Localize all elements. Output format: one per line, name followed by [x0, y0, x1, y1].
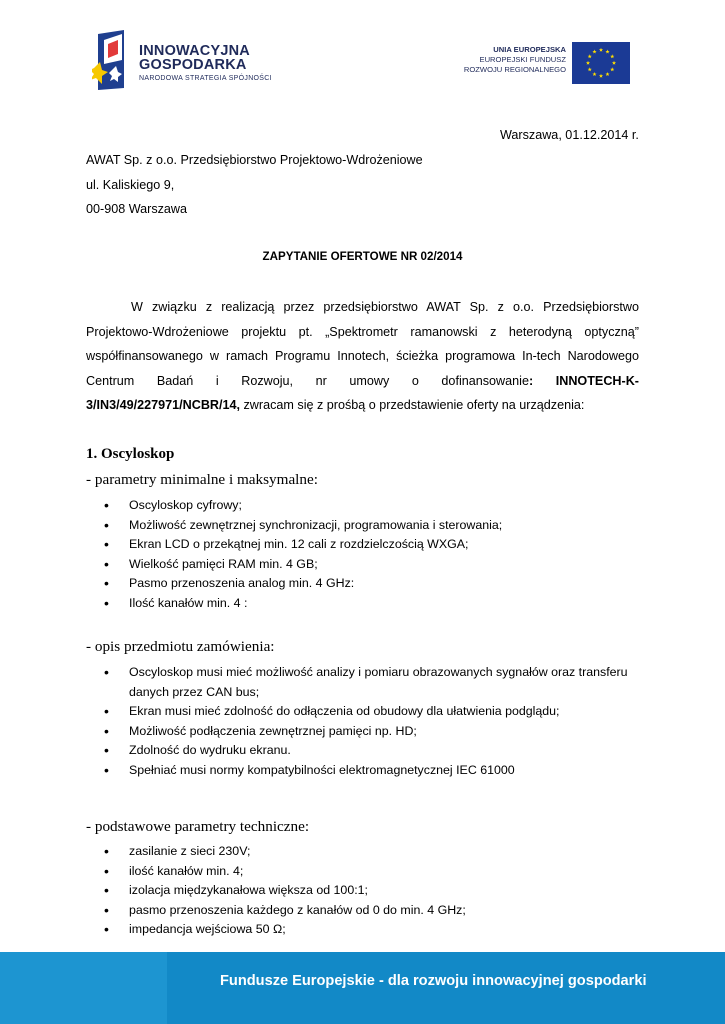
eu-flag-icon: [572, 42, 630, 84]
list-item: • Oscyloskop cyfrowy;: [104, 496, 644, 516]
list-item: • Wielkość pamięci RAM min. 4 GB;: [104, 555, 644, 575]
subsection-description: - opis przedmiotu zamówienia:: [86, 638, 275, 655]
document-title: ZAPYTANIE OFERTOWE NR 02/2014: [262, 250, 463, 263]
parameters-list: [104, 496, 644, 614]
list-item: • Ilość kanałów min. 4 :: [104, 594, 644, 614]
ig-emblem-icon: [92, 30, 138, 92]
footer-accent: [0, 952, 167, 1024]
subsection-technical: - podstawowe parametry techniczne:: [86, 818, 310, 835]
intro-paragraph: [86, 295, 639, 418]
eu-star-icon: [586, 61, 590, 65]
address-line-street: ul. Kaliskiego 9,: [86, 178, 175, 192]
footer-banner: [0, 952, 725, 1024]
eu-star-icon: [599, 48, 603, 52]
eu-star-icon: [592, 50, 596, 54]
ig-subtitle: NARODOWA STRATEGIA SPÓJNOŚCI: [139, 75, 272, 82]
list-item: • pasmo przenoszenia każdego z kanałów od 0 do min. 4 GHz;: [104, 901, 644, 921]
eu-star-icon: [588, 67, 592, 71]
section-heading: 1. Oscyloskop: [86, 446, 175, 462]
address-line-company: AWAT Sp. z o.o. Przedsiębiorstwo Projektowo-Wdrożeniowe: [86, 153, 423, 167]
document-date: Warszawa, 01.12.2014 r.: [500, 128, 639, 142]
subsection-parameters: - parametry minimalne i maksymalne:: [86, 471, 318, 488]
list-item: • Spełniać musi normy kompatybilności elektromagnetycznej IEC 61000: [104, 761, 639, 781]
eu-logo: [462, 42, 630, 86]
eu-star-icon: [605, 50, 609, 54]
list-item: • Możliwość podłączenia zewnętrznej pamięci np. HD;: [104, 722, 639, 742]
list-item: • Możliwość zewnętrznej synchronizacji, programowania i sterowania;: [104, 516, 644, 536]
eu-star-icon: [610, 54, 614, 58]
list-item: • Ekran musi mieć zdolność do odłączenia od obudowy dla ułatwienia podglądu;: [104, 702, 639, 722]
eu-star-icon: [599, 74, 603, 78]
intro-text: W związku z realizacją przez przedsiębiorstwo AWAT Sp. z o.o. Przedsiębiorstwo Projektowo-Wdrożeniowe projektu pt. „Spektrometr ramanowski z heterodyną optyczną” współfinansowanego w ramach Programu Innotech, ścieżka programowa In-tech Narodowego Centrum Badań i Rozwoju, nr umowy o dofinansowanie: [86, 300, 639, 388]
list-item: • ilość kanałów min. 4;: [104, 862, 644, 882]
list-item: • zasilanie z sieci 230V;: [104, 842, 644, 862]
eu-star-icon: [605, 72, 609, 76]
footer-text: Fundusze Europejskie - dla rozwoju innowacyjnej gospodarki: [220, 973, 647, 989]
eu-star-icon: [612, 61, 616, 65]
list-item: • impedancja wejściowa 50 Ω;: [104, 920, 644, 940]
description-list: [104, 663, 639, 781]
contract-number: : INNOTECH-K-3/IN3/49/227971/NCBR/14,: [86, 373, 639, 412]
list-item: • izolacja międzykanałowa większa od 100:1;: [104, 881, 644, 901]
ig-title: INNOWACYJNA GOSPODARKA: [139, 43, 250, 73]
eu-logo-text: UNIA EUROPEJSKA EUROPEJSKI FUNDUSZ ROZWOJU REGIONALNEGO: [463, 45, 566, 74]
technical-list: [104, 842, 644, 940]
list-item: • Oscyloskop musi mieć możliwość analizy i pomiaru obrazowanych sygnałów oraz transferu danych przez CAN bus;: [104, 663, 639, 702]
innowacyjna-gospodarka-logo: [92, 30, 282, 92]
list-item: • Pasmo przenoszenia analog min. 4 GHz:: [104, 574, 644, 594]
list-item: • Ekran LCD o przekątnej min. 12 cali z rozdzielczością WXGA;: [104, 535, 644, 555]
eu-star-icon: [610, 67, 614, 71]
eu-star-icon: [588, 54, 592, 58]
eu-star-icon: [592, 72, 596, 76]
address-line-city: 00-908 Warszawa: [86, 202, 188, 216]
list-item: • Zdolność do wydruku ekranu.: [104, 741, 639, 761]
intro-text-end: zwracam się z prośbą o przedstawienie oferty na urządzenia:: [240, 398, 585, 412]
